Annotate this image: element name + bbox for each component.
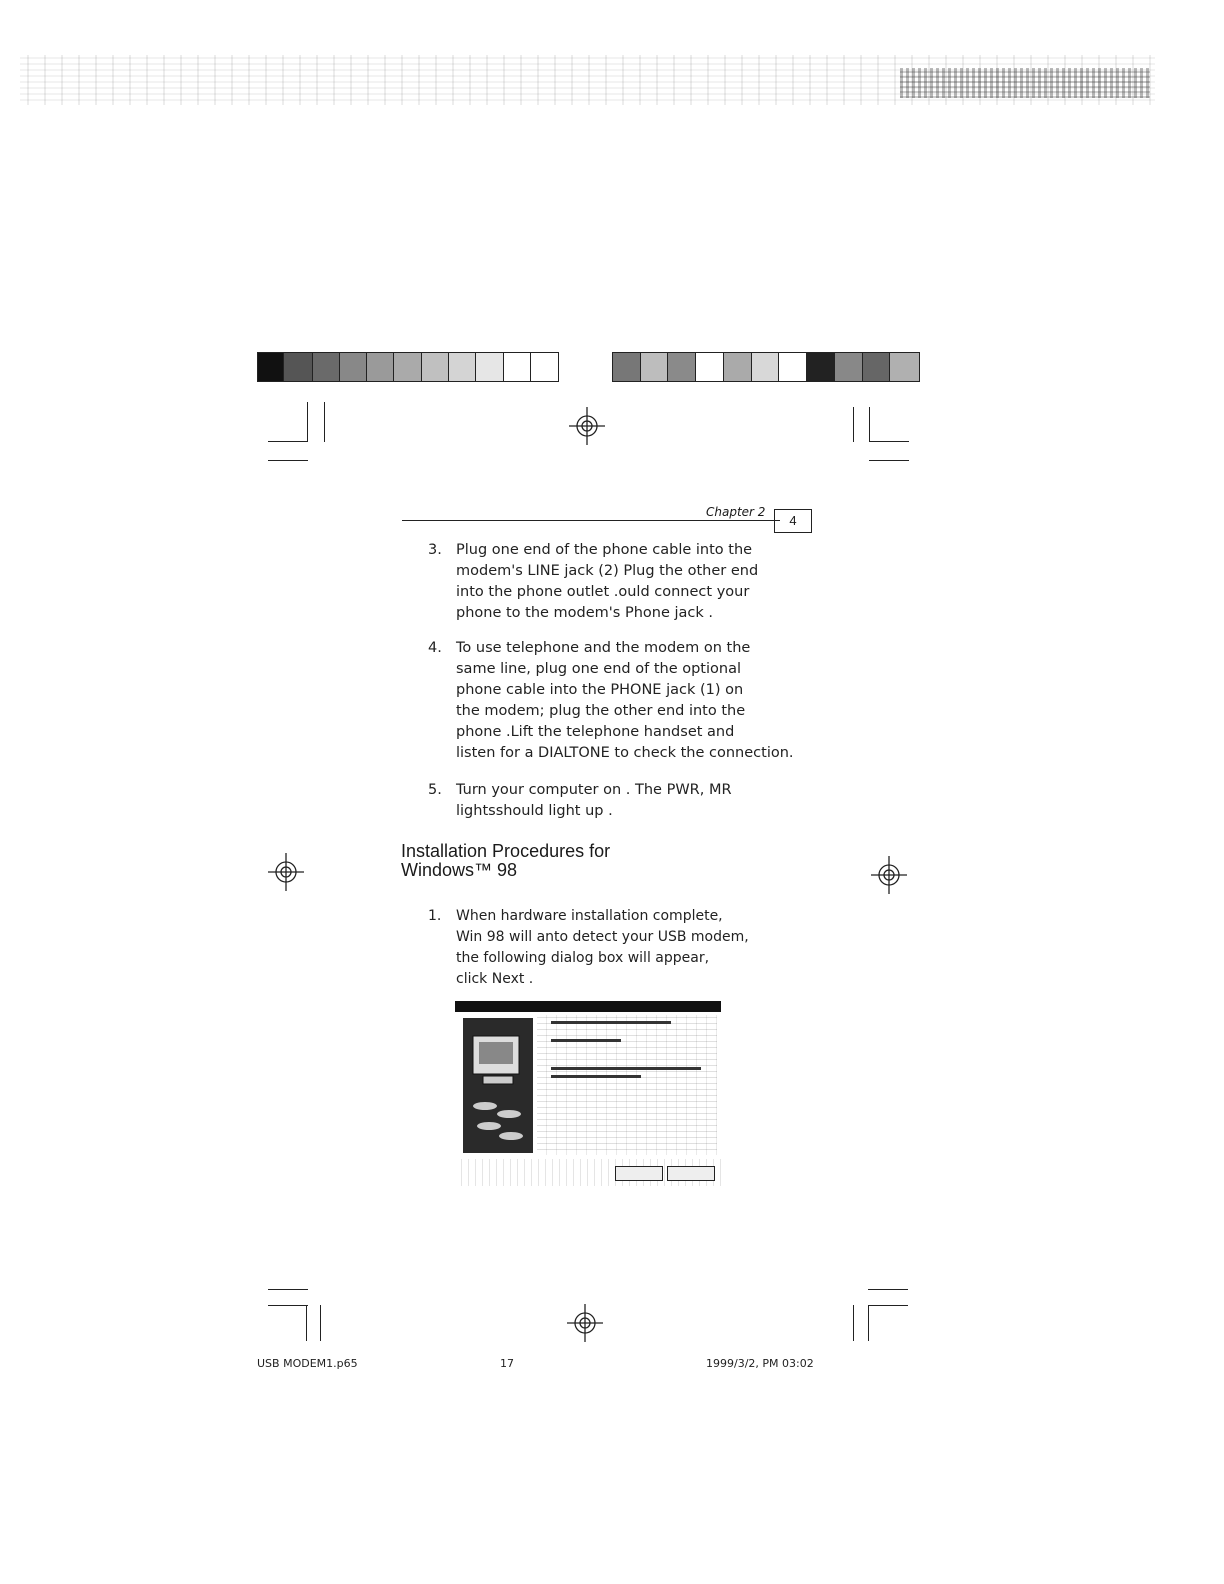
registration-bar-right: [612, 352, 920, 382]
crop-mark: [853, 1305, 854, 1341]
crop-mark: [869, 441, 909, 442]
dialog-title-bar: [455, 1001, 721, 1012]
text-line: same line, plug one end of the optional: [456, 661, 741, 677]
text-line: Win 98 will anto detect your USB modem,: [456, 929, 749, 945]
registration-target-icon: [871, 856, 907, 894]
crop-mark: [320, 1305, 321, 1341]
footer-file-name: USB MODEM1.p65: [257, 1357, 358, 1370]
dialog-text-line: [551, 1067, 701, 1070]
dialog-body: [537, 1015, 717, 1155]
crop-mark: [268, 441, 308, 442]
text-line: lightsshould light up .: [456, 803, 613, 819]
step-text: [456, 906, 749, 990]
registration-target-icon: [569, 407, 605, 445]
crop-mark: [324, 402, 325, 442]
text-line: phone cable into the PHONE jack (1) on: [456, 682, 744, 698]
next-button: [615, 1166, 663, 1181]
text-line: When hardware installation complete,: [456, 908, 723, 924]
crop-mark: [268, 1289, 308, 1290]
registration-target-icon: [268, 853, 304, 891]
page-number-box: 4: [774, 509, 812, 533]
step-text: [456, 540, 758, 624]
heading-line: Windows™ 98: [401, 860, 518, 880]
step-number: 1.: [428, 908, 442, 924]
crop-mark: [868, 1305, 908, 1306]
text-line: phone .Lift the telephone handset and: [456, 724, 735, 740]
crop-mark: [268, 1305, 308, 1306]
heading-line: Installation Procedures for: [401, 841, 611, 861]
crop-mark: [869, 460, 909, 461]
dialog-screenshot: [455, 1001, 721, 1186]
section-heading: [401, 842, 610, 880]
crop-mark: [868, 1289, 908, 1290]
step-text: [456, 638, 794, 764]
dialog-text-line: [551, 1039, 621, 1042]
step-number: 4.: [428, 640, 442, 656]
registration-target-icon: [567, 1304, 603, 1342]
registration-bar-left: [257, 352, 559, 382]
step-text: [456, 780, 732, 822]
text-line: To use telephone and the modem on the: [456, 640, 751, 656]
text-line: Turn your computer on . The PWR, MR: [456, 782, 732, 798]
dialog-wizard-image: [463, 1018, 533, 1153]
crop-mark: [868, 1305, 869, 1341]
text-line: modem's LINE jack (2) Plug the other end: [456, 563, 759, 579]
text-line: the modem; plug the other end into the: [456, 703, 746, 719]
chapter-label: Chapter 2: [706, 505, 766, 519]
cancel-button: [667, 1166, 715, 1181]
computer-illustration-icon: [463, 1018, 533, 1153]
dialog-text-line: [551, 1021, 671, 1024]
crop-mark: [268, 460, 308, 461]
footer-timestamp: 1999/3/2, PM 03:02: [706, 1357, 814, 1370]
dialog-text-line: [551, 1075, 641, 1078]
text-line: the following dialog box will appear,: [456, 950, 710, 966]
crop-mark: [869, 407, 870, 442]
crop-mark: [307, 402, 308, 442]
crop-mark: [853, 407, 854, 442]
step-number: 5.: [428, 782, 442, 798]
chapter-header-rule: [402, 520, 780, 521]
text-line: into the phone outlet .ould connect your: [456, 584, 750, 600]
step-number: 3.: [428, 542, 442, 558]
text-line: listen for a DIALTONE to check the connection.: [456, 745, 794, 761]
scan-noise-dark: [900, 68, 1150, 98]
text-line: Plug one end of the phone cable into the: [456, 542, 753, 558]
crop-mark: [306, 1305, 307, 1341]
footer-page-number: 17: [500, 1357, 514, 1370]
text-line: phone to the modem's Phone jack .: [456, 605, 713, 621]
text-line: click Next .: [456, 971, 534, 987]
